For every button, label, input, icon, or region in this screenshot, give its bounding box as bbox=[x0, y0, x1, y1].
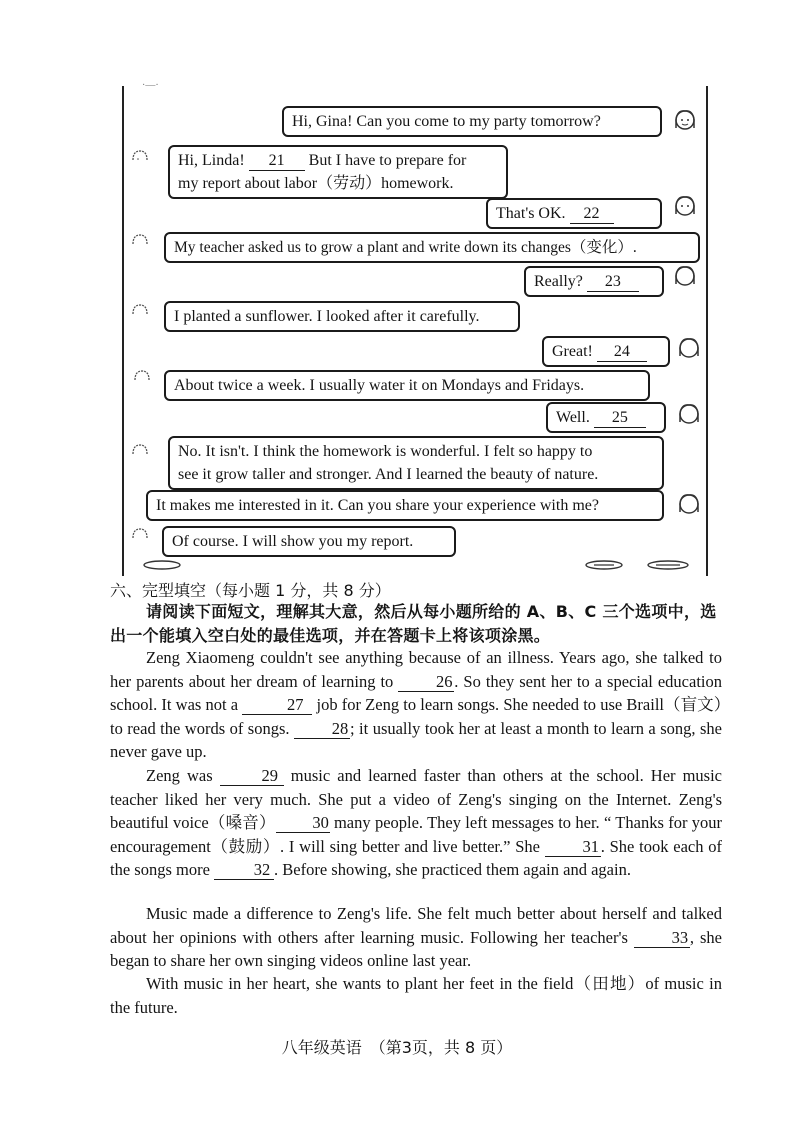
girl-avatar-icon bbox=[676, 492, 702, 518]
dialogue-bubble-10 bbox=[168, 436, 664, 490]
passage-text: job for Zeng to learn songs. She needed to use Braill（盲文）to read the words of songs. bbox=[110, 695, 722, 738]
boy-avatar-icon bbox=[132, 368, 152, 388]
dialogue-text: No. It isn't. I think the homework is wonderful. I felt so happy to bbox=[178, 443, 593, 460]
blank-27: 27 bbox=[242, 696, 312, 715]
passage-text: ; it usually took her at least a month to learn a song, she never gave up. bbox=[110, 718, 722, 761]
boy-avatar-icon bbox=[130, 302, 150, 322]
dialogue-text: It makes me interested in it. Can you share your experience with me? bbox=[156, 497, 599, 514]
dialogue-bubble-4 bbox=[164, 232, 700, 263]
dialogue-text: Hi, Linda! bbox=[178, 152, 249, 169]
dialogue-bubble-5 bbox=[524, 266, 664, 297]
decorative-icon bbox=[584, 560, 624, 570]
passage-paragraph-2 bbox=[110, 764, 722, 882]
dialogue-frame bbox=[122, 80, 708, 576]
passage-text: music and learned faster than others at the school. Her music teacher liked her very much. She put a video of Zeng's singing on the Internet. Zeng's beautiful voice（嗓音） bbox=[110, 766, 722, 832]
girl-avatar-icon bbox=[672, 264, 698, 290]
passage-text: . So they sent her to a special education school. It was not a bbox=[110, 671, 722, 714]
passage-paragraph-1 bbox=[110, 646, 722, 764]
blank-31: 31 bbox=[545, 838, 601, 857]
blank-26: 26 bbox=[398, 673, 454, 692]
passage-paragraph-3 bbox=[110, 902, 722, 973]
blank-23: 23 bbox=[587, 273, 639, 292]
dialogue-text: Great! bbox=[552, 343, 597, 360]
passage-paragraph-4: With music in her heart, she wants to plant her feet in the field（田地）of music in the future. bbox=[110, 974, 722, 1017]
blank-24: 24 bbox=[597, 343, 647, 362]
dialogue-bubble-6 bbox=[164, 301, 520, 332]
boy-avatar-icon bbox=[130, 232, 150, 252]
decorative-icon bbox=[142, 560, 182, 570]
blank-28: 28 bbox=[294, 720, 350, 739]
girl-avatar-icon bbox=[676, 336, 702, 362]
blank-22: 22 bbox=[570, 205, 614, 224]
dialogue-bubble-3 bbox=[486, 198, 662, 229]
page-footer: 八年级英语 （第3页，共 8 页） bbox=[281, 1038, 513, 1057]
dialogue-bubble-8 bbox=[164, 370, 650, 401]
passage-text: Music made a difference to Zeng's life. She felt much better about herself and talked about her opinions with others after learning music. Following her teacher's bbox=[110, 904, 722, 947]
passage-text: many people. They left messages to her. “ Thanks for your encouragement（鼓励）. I will sing better and live better.” She bbox=[110, 813, 722, 856]
dialogue-text: I planted a sunflower. I looked after it carefully. bbox=[174, 308, 480, 325]
decorative-icon bbox=[646, 560, 690, 570]
passage-text: . She took each of the songs more bbox=[110, 836, 722, 879]
dialogue-text: But I have to prepare for bbox=[304, 152, 467, 169]
dialogue-text: Really? bbox=[534, 273, 587, 290]
girl-avatar-icon bbox=[672, 194, 698, 220]
scribble: ·—· bbox=[142, 80, 159, 91]
dialogue-bubble-7 bbox=[542, 336, 670, 367]
dialogue-text: my report about labor（劳动）homework. bbox=[178, 175, 454, 192]
passage-text: Zeng Xiaomeng couldn't see anything because of an illness. Years ago, she talked to her parents about her dream of learning to bbox=[110, 648, 722, 691]
blank-33: 33 bbox=[634, 929, 690, 948]
dialogue-bubble-11 bbox=[146, 490, 664, 521]
section-title: 六、完型填空（每小题 1 分，共 8 分） bbox=[110, 581, 391, 600]
blank-21: 21 bbox=[249, 152, 305, 171]
girl-avatar-icon bbox=[672, 108, 698, 134]
dialogue-text: That's OK. bbox=[496, 205, 570, 222]
girl-avatar-icon bbox=[676, 402, 702, 428]
dialogue-bubble-12 bbox=[162, 526, 456, 557]
passage-text: . Before showing, she practiced them again and again. bbox=[274, 860, 631, 879]
dialogue-bubble-9 bbox=[546, 402, 666, 433]
boy-avatar-icon bbox=[130, 526, 150, 546]
blank-30: 30 bbox=[276, 814, 330, 833]
boy-avatar-icon bbox=[130, 148, 150, 168]
blank-25: 25 bbox=[594, 409, 646, 428]
blank-32: 32 bbox=[214, 861, 274, 880]
blank-29: 29 bbox=[220, 767, 284, 786]
dialogue-text: About twice a week. I usually water it on Mondays and Fridays. bbox=[174, 377, 585, 394]
dialogue-text: Well. bbox=[556, 409, 594, 426]
dialogue-text: My teacher asked us to grow a plant and write down its changes（变化）. bbox=[174, 239, 637, 256]
boy-avatar-icon bbox=[130, 442, 150, 462]
passage-text: , she began to share her own singing videos online last year. bbox=[110, 927, 722, 970]
section-instructions: 请阅读下面短文，理解其大意，然后从每小题所给的 A、B、C 三个选项中，选出一个能填入空白处的最佳选项，并在答题卡上将该项涂黑。 bbox=[110, 602, 717, 645]
passage-text: Zeng was bbox=[146, 766, 220, 785]
dialogue-bubble-1 bbox=[282, 106, 662, 137]
dialogue-text: Hi, Gina! Can you come to my party tomorrow? bbox=[292, 113, 601, 130]
dialogue-text: Of course. I will show you my report. bbox=[172, 533, 414, 550]
dialogue-bubble-2 bbox=[168, 145, 508, 199]
dialogue-text: see it grow taller and stronger. And I learned the beauty of nature. bbox=[178, 466, 599, 483]
